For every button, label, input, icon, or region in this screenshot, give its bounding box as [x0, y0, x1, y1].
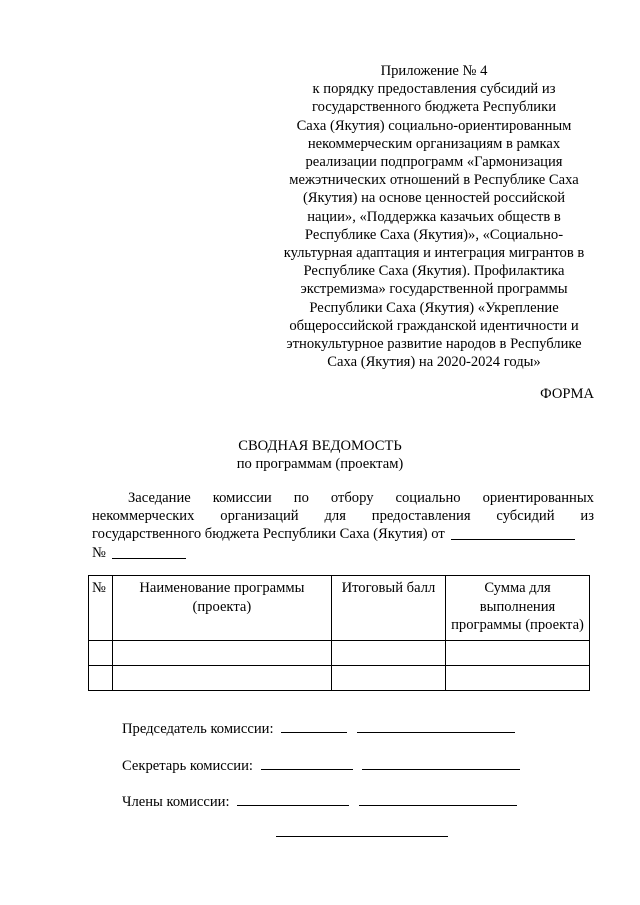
appendix-line: общероссийской гражданской идентичности и: [289, 317, 579, 334]
word: отбору: [330, 490, 374, 506]
table-row: [89, 666, 590, 691]
additional-member-blank[interactable]: [276, 836, 448, 837]
secretary-label: Секретарь комиссии:: [122, 758, 253, 774]
column-header-number: №: [89, 576, 113, 641]
appendix-line: некоммерческим организациям в рамках: [307, 135, 561, 152]
appendix-line: Республике Саха (Якутия)», «Социально-: [304, 226, 564, 243]
members-signature-blank[interactable]: [237, 791, 349, 806]
word: по: [293, 490, 309, 506]
members-name-blank[interactable]: [359, 791, 517, 806]
table-cell[interactable]: [331, 666, 445, 691]
appendix-line: нации», «Поддержка казачьих обществ в: [307, 208, 561, 225]
appendix-line: Республики Саха (Якутия) «Укрепление: [309, 299, 559, 316]
secretary-signature-blank[interactable]: [261, 755, 353, 770]
paragraph-line: [92, 525, 594, 543]
paragraph-text: государственного бюджета Республики Саха (Якутия) от: [92, 526, 445, 543]
table-cell[interactable]: [89, 641, 113, 666]
table-cell[interactable]: [446, 641, 590, 666]
members-signature-line: [122, 791, 517, 811]
appendix-line: Саха (Якутия) на 2020-2024 годы»: [327, 354, 541, 371]
table-cell[interactable]: [331, 641, 445, 666]
word: ориентированных: [482, 490, 594, 506]
paragraph-line: [92, 507, 594, 525]
summary-table: [88, 575, 590, 691]
appendix-line: реализации подпрограмм «Гармонизация: [305, 154, 563, 171]
word: Заседание: [128, 490, 191, 506]
chairman-signature-line: [122, 718, 515, 738]
members-label: Члены комиссии:: [122, 794, 230, 810]
word: комиссии: [212, 490, 272, 506]
appendix-line: Республике Саха (Якутия). Профилактика: [303, 263, 565, 280]
document-title: СВОДНАЯ ВЕДОМОСТЬ: [238, 438, 402, 454]
appendix-line: Саха (Якутия) социально-ориентированным: [296, 117, 572, 134]
table-header-row: [89, 576, 590, 641]
date-blank[interactable]: [451, 525, 575, 540]
word: из: [580, 508, 594, 525]
paragraph-line: [92, 489, 594, 507]
document-subtitle: по программам (проектам): [236, 456, 404, 472]
chairman-label: Председатель комиссии:: [122, 721, 274, 737]
chairman-name-blank[interactable]: [357, 718, 515, 733]
word: субсидий: [496, 508, 555, 525]
secretary-signature-line: [122, 755, 520, 775]
table-row: [89, 641, 590, 666]
word: предоставления: [371, 508, 471, 525]
word: некоммерческих: [92, 508, 195, 525]
table-cell[interactable]: [112, 666, 331, 691]
table-cell[interactable]: [89, 666, 113, 691]
appendix-line: государственного бюджета Республики: [311, 99, 557, 116]
word: социально: [395, 490, 461, 506]
meeting-paragraph: [92, 489, 594, 562]
form-label: ФОРМА: [540, 386, 594, 402]
chairman-signature-blank[interactable]: [281, 718, 347, 733]
secretary-name-blank[interactable]: [362, 755, 520, 770]
appendix-line: Приложение № 4: [380, 63, 488, 79]
word: для: [324, 508, 346, 525]
paragraph-line: [92, 544, 594, 562]
appendix-line: межэтнических отношений в Республике Саха: [289, 172, 579, 189]
appendix-line: экстремизма» государственной программы: [300, 281, 568, 298]
appendix-line: этнокультурное развитие народов в Республике: [286, 336, 582, 353]
appendix-line: к порядку предоставления субсидий из: [312, 81, 556, 98]
appendix-line: (Якутия) на основе ценностей российской: [302, 190, 566, 207]
column-header-total-score: Итоговый балл: [331, 576, 445, 641]
table-cell[interactable]: [446, 666, 590, 691]
column-header-amount: Сумма для выполнения программы (проекта): [446, 576, 590, 641]
word: организаций: [220, 508, 299, 525]
table-cell[interactable]: [112, 641, 331, 666]
appendix-header: [268, 62, 600, 371]
number-blank[interactable]: [112, 544, 186, 559]
column-header-program-name: Наименование программы (проекта): [112, 576, 331, 641]
number-sign: №: [92, 544, 106, 561]
appendix-line: культурная адаптация и интеграция мигрантов в: [283, 245, 585, 262]
